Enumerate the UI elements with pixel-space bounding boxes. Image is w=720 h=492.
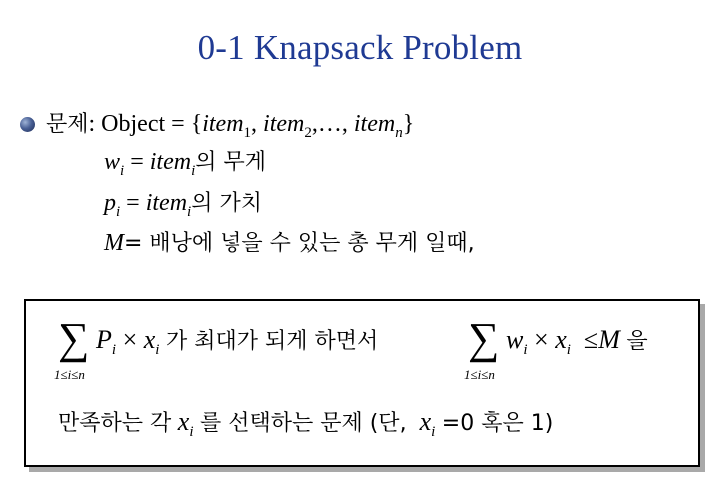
slide-title: 0-1 Knapsack Problem: [197, 28, 523, 67]
constraint-expression: $w_i \times x_i \le M$ 을: [506, 325, 648, 358]
sum-symbol-1: ∑: [58, 314, 90, 363]
problem-definition-line: 문제: Object = {item$_1$, item$_2$,…, item$_n$}: [46, 111, 415, 141]
value-suffix: 의 가치: [191, 191, 262, 216]
problem-label: 문제: [46, 112, 89, 137]
weight-definition-line: $w_i$ = item$_i$의 무게: [104, 149, 266, 179]
item-var: item: [202, 111, 244, 137]
p-variable: p: [104, 190, 116, 216]
objective-expression: $P_i \times x_i$ 가 최대가 되게 하면서: [96, 325, 379, 358]
weight-suffix: 의 무게: [195, 150, 266, 175]
M-variable: M: [104, 230, 124, 256]
capacity-text: = 배낭에 넣을 수 있는 총 무게 일때,: [124, 231, 475, 256]
object-text: : Object = {: [88, 111, 203, 137]
sum-symbol-2: ∑: [468, 314, 500, 363]
sum-limit-2: 1≤i≤n: [464, 367, 495, 382]
objective-box: [24, 299, 700, 467]
value-definition-line: $p_i$ = item$_i$의 가치: [104, 190, 262, 220]
bullet-icon: [20, 117, 35, 132]
constraint-suffix: 을: [626, 329, 648, 354]
selection-line: 만족하는 각 $x_i$ 를 선택하는 문제 (단, $x_i =0$ 혹은 1): [58, 407, 554, 440]
w-variable: w: [104, 149, 121, 175]
sum-limit-1: 1≤i≤n: [54, 367, 85, 382]
objective-text: 가 최대가 되게 하면서: [165, 329, 379, 354]
capacity-definition-line: [104, 226, 475, 261]
